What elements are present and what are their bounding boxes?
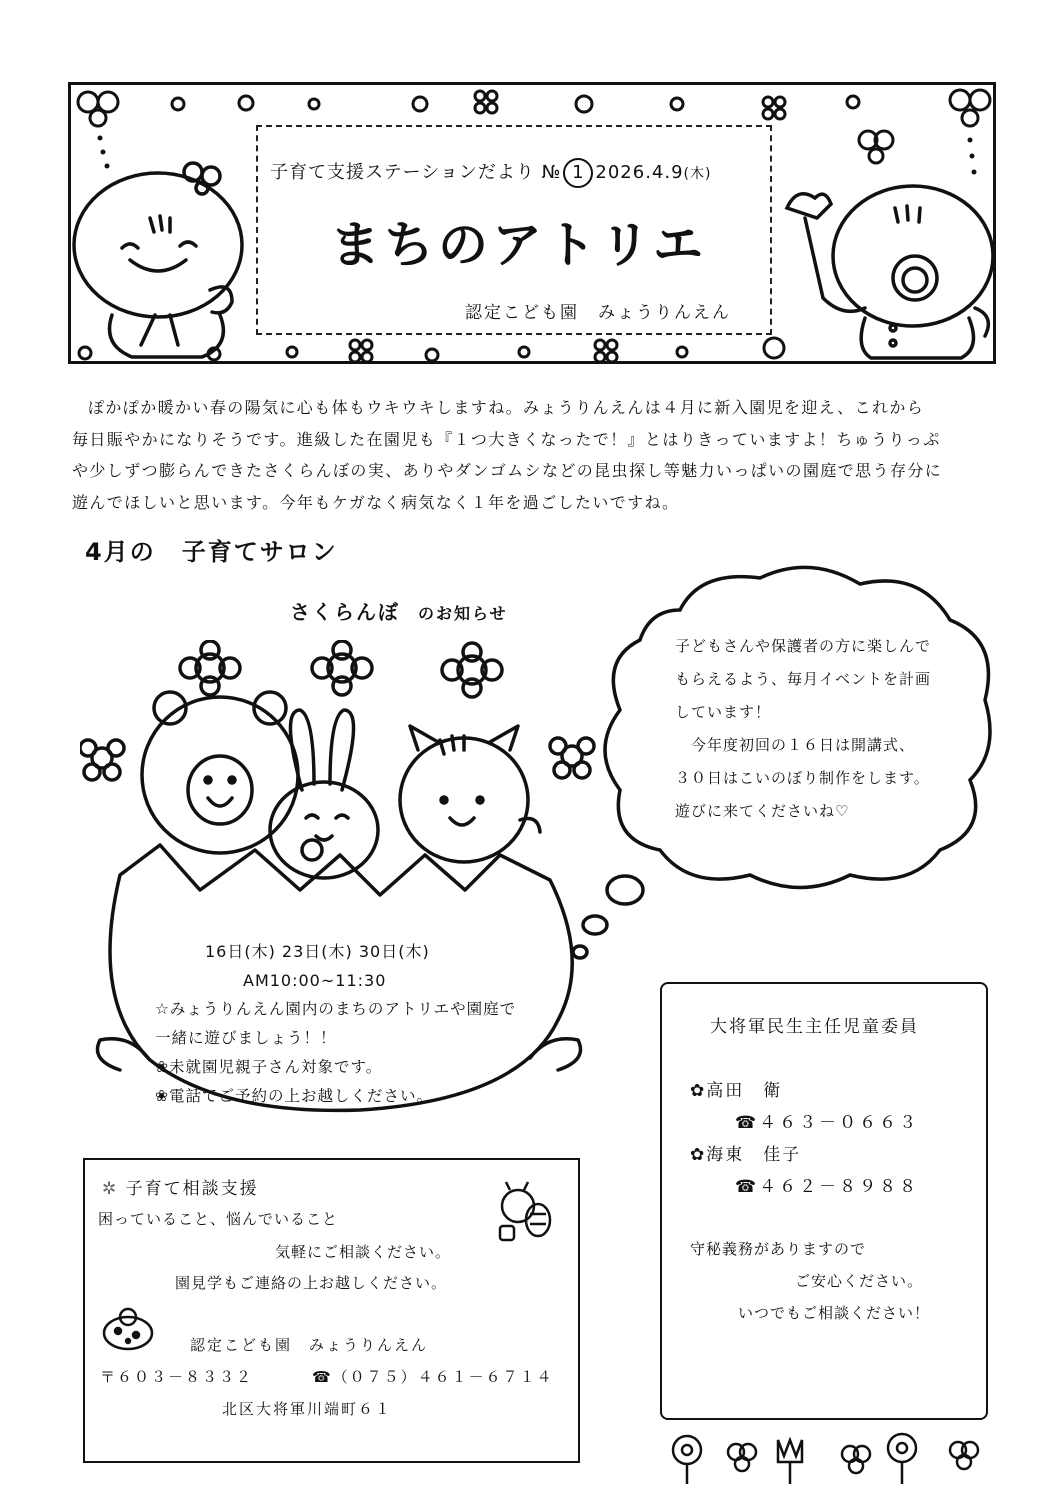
event-line: 一緒に遊びましょう！！ <box>155 1029 337 1047</box>
committee-note: ご安心ください。 <box>795 1272 924 1290</box>
committee-title: 大将軍民生主任児童委員 <box>710 1017 919 1037</box>
event-time: AM10:00~11:30 <box>243 971 387 990</box>
newsletter-subtitle <box>270 158 711 188</box>
cloud-line: 子どもさんや保護者の方に楽しんで <box>675 637 932 655</box>
issue-number: 1 <box>563 158 593 188</box>
intro-line: 遊んでほしいと思います。今年もケガなく病気なく１年を過ごしたいですね。 <box>72 492 680 512</box>
header-organization: 認定こども園 みょうりんえん <box>465 303 731 323</box>
intro-line: や少しずつ膨らんできたさくらんぼの実、ありやダンゴムシなどの昆虫探し等魅力いっぱいの園庭で思う存分に <box>72 461 943 480</box>
flower-icon <box>673 1436 701 1484</box>
flower-icon <box>888 1434 916 1484</box>
flower-icon <box>950 1442 978 1469</box>
event-dates: 16日(木) 23日(木) 30日(木) <box>205 942 430 961</box>
consult-line: 気軽にご相談ください。 <box>275 1243 452 1261</box>
intro-line: 毎日賑やかになりそうです。進級した在園児も『１つ大きくなったで！』とはりきっていますよ！ちゅうりっぷ <box>72 429 941 449</box>
committee-note: 守秘義務がありますので <box>690 1240 867 1258</box>
salon-heading: 4月の 子育てサロン <box>85 538 338 566</box>
flower-bullet-icon: ✿ <box>690 1145 707 1165</box>
committee-person <box>690 1076 782 1101</box>
tulip-icon <box>778 1440 802 1484</box>
event-line: ☆みょうりんえん園内のまちのアトリエや園庭で <box>155 1000 517 1018</box>
cloud-line: もらえるよう、毎月イベントを計画 <box>675 670 932 688</box>
cloud-line: 今年度初回の１６日は開講式、 <box>675 736 916 754</box>
cloud-message <box>675 630 965 828</box>
baby-girl-illustration <box>70 150 250 365</box>
ladybug-icon <box>100 1305 158 1353</box>
flower-bullet-icon: ✿ <box>690 1081 707 1101</box>
flower-icon <box>728 1444 756 1471</box>
page-title: まちのアトリエ <box>330 216 707 274</box>
intro-line: ぽかぽか暖かい春の陽気に心も体もウキウキしますね。みょうりんえんは４月に新入園児を迎え、これから <box>88 398 925 417</box>
intro-paragraph <box>72 392 1002 518</box>
committee-phone: ☎４６３－０６６３ <box>735 1113 920 1133</box>
committee-person <box>690 1140 801 1165</box>
cloud-line: ３０日はこいのぼり制作をします。 <box>675 769 930 787</box>
issue-date: 2026.4.9 <box>595 162 684 183</box>
consult-line: 困っていること、悩んでいること <box>98 1210 339 1228</box>
consult-address: 北区大将軍川端町６１ <box>222 1400 393 1418</box>
flower-icon <box>180 641 240 695</box>
sakuranbo-suffix: のお知らせ <box>418 604 508 623</box>
event-line: ❀電話でご予約の上お越しください。 <box>155 1087 433 1105</box>
consult-phone: ☎（０７５）４６１－６７１４ <box>312 1368 554 1386</box>
bee-icon <box>490 1180 560 1250</box>
committee-note: いつでもご相談ください！ <box>738 1304 931 1322</box>
event-details <box>155 937 516 1111</box>
flower-icon <box>842 1446 870 1473</box>
cloud-line: 遊びに来てくださいね♡ <box>675 802 850 820</box>
consultation-title-text: 子育て相談支援 <box>125 1179 259 1199</box>
issue-prefix: № <box>541 162 562 183</box>
committee-phone: ☎４６２－８９８８ <box>735 1177 920 1197</box>
flower-icon <box>80 740 124 780</box>
flower-icon <box>312 641 372 695</box>
baby-boy-illustration <box>775 178 995 368</box>
person-name: 高田 衛 <box>706 1081 783 1101</box>
sakuranbo-name: さくらんぼ <box>290 600 400 624</box>
subtitle-text: 子育て支援ステーションだより <box>270 162 535 183</box>
consult-org: 認定こども園 みょうりんえん <box>190 1336 429 1354</box>
cloud-line: しています！ <box>675 703 772 721</box>
committee-box <box>660 982 988 1420</box>
consultation-title <box>102 1174 259 1199</box>
flower-icon <box>442 643 502 697</box>
event-line: ❀未就園児親子さん対象です。 <box>155 1058 383 1076</box>
sparkle-icon: ✲ <box>102 1179 119 1199</box>
person-name: 海東 佳子 <box>706 1145 802 1165</box>
flower-border-decoration <box>662 1420 988 1490</box>
sakuranbo-title <box>290 596 508 625</box>
consult-line: 園見学もご連絡の上お越しください。 <box>175 1274 448 1292</box>
issue-weekday: (木) <box>683 166 712 182</box>
consult-postal: 〒６０３－８３３２ <box>100 1368 254 1386</box>
